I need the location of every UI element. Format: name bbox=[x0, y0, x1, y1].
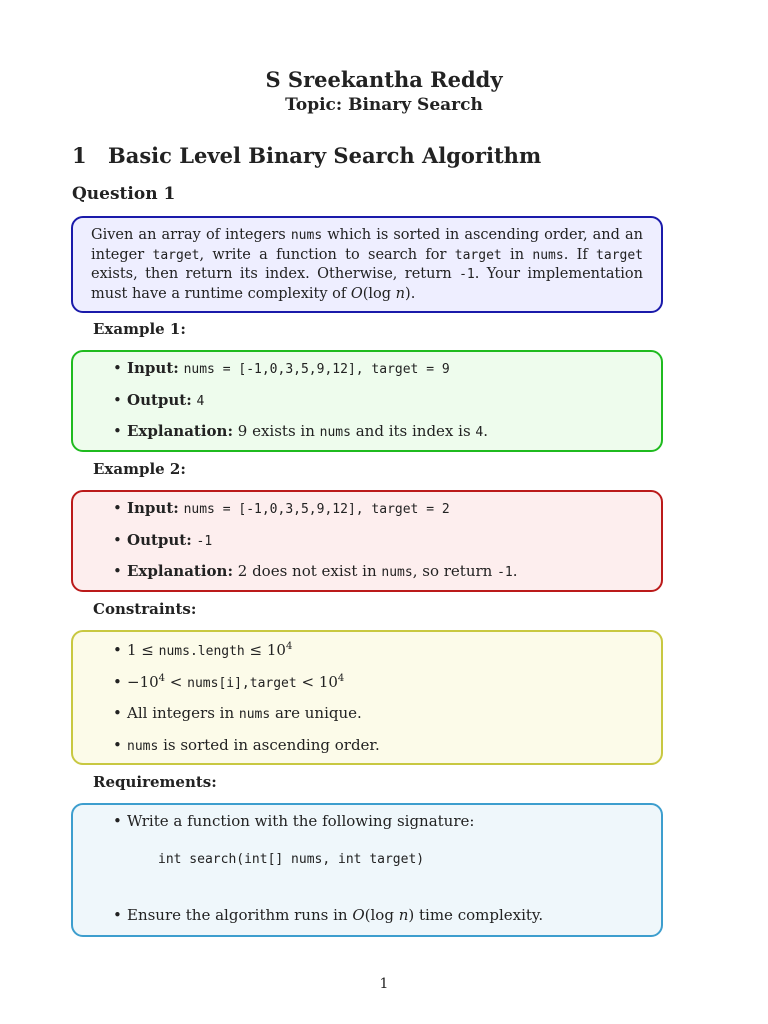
document-author: S Sreekantha Reddy bbox=[265, 67, 503, 92]
example-1-label: Example 1: bbox=[93, 320, 186, 338]
example-2-input: • Input: nums = [-1,0,3,5,9,12], target = 2 bbox=[113, 499, 450, 517]
requirement-complexity: • Ensure the algorithm runs in O(log n) time complexity. bbox=[113, 906, 544, 924]
section-number: 1 bbox=[72, 143, 87, 168]
requirement-signature: • Write a function with the following signature: bbox=[113, 812, 475, 830]
example-1-output: • Output: 4 bbox=[113, 391, 205, 409]
problem-text: Given an array of integers nums which is sorted in ascending order, and an integer target, write a function to search for target in nums. If target exists, then return its index. Otherwise, return -1. Your implementation must have a runtime complexity of O(log n). bbox=[91, 227, 644, 302]
section-heading bbox=[72, 143, 541, 168]
page-number: 1 bbox=[379, 976, 389, 992]
example-1-input: • Input: nums = [-1,0,3,5,9,12], target = 9 bbox=[113, 359, 450, 377]
function-signature-code: int search(int[] nums, int target) bbox=[158, 852, 425, 867]
example-2-explanation: • Explanation: 2 does not exist in nums, so return -1. bbox=[113, 562, 518, 580]
constraint-range: • $-10^4$ < nums[i],target < $10^4$ bbox=[113, 673, 345, 691]
section-title: Basic Level Binary Search Algorithm bbox=[108, 143, 542, 168]
example-2-label: Example 2: bbox=[93, 460, 186, 478]
requirements-label: Requirements: bbox=[93, 773, 217, 791]
problem-statement-box bbox=[71, 216, 663, 313]
example-2-output: • Output: -1 bbox=[113, 531, 213, 549]
document-topic: Topic: Binary Search bbox=[285, 95, 483, 115]
example-1-explanation: • Explanation: 9 exists in nums and its index is 4. bbox=[113, 422, 489, 440]
question-heading: Question 1 bbox=[72, 184, 176, 204]
constraint-unique: • All integers in nums are unique. bbox=[113, 704, 362, 722]
constraint-sorted: • nums is sorted in ascending order. bbox=[113, 736, 380, 754]
constraints-label: Constraints: bbox=[93, 600, 197, 618]
constraint-length: • 1 ≤ nums.length ≤ $10^4$ bbox=[113, 641, 293, 659]
